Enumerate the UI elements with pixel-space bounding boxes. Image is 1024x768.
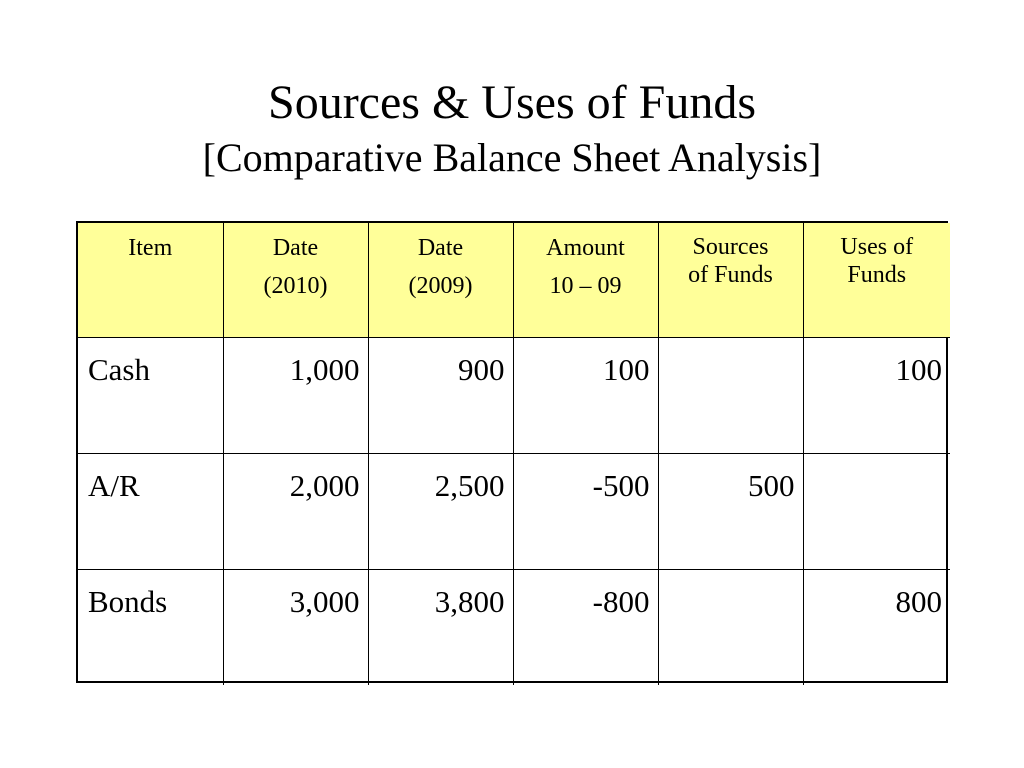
cell-item: Cash: [78, 337, 223, 453]
slide-title-block: [0, 74, 1024, 184]
slide-subtitle: [Comparative Balance Sheet Analysis]: [202, 135, 822, 180]
header-uses-line1: Uses of: [840, 234, 914, 260]
header-sources: [658, 223, 803, 337]
cell-amount: 100: [513, 337, 658, 453]
cell-uses: 100: [803, 337, 950, 453]
header-uses-line2: Funds: [847, 262, 907, 288]
balance-sheet-table: [78, 223, 950, 685]
slide-title: Sources & Uses of Funds: [268, 76, 756, 129]
cell-amount: -500: [513, 453, 658, 569]
cell-date-2010: 2,000: [223, 453, 368, 569]
cell-date-2009: 3,800: [368, 569, 513, 685]
cell-date-2010: 1,000: [223, 337, 368, 453]
table-row: [78, 337, 950, 453]
sources-uses-table: [76, 221, 948, 683]
cell-date-2009: 900: [368, 337, 513, 453]
cell-sources: [658, 569, 803, 685]
header-date-2009-line2: (2009): [408, 273, 473, 299]
cell-sources: 500: [658, 453, 803, 569]
header-date-2010-line2: (2010): [263, 273, 328, 299]
table-header: [78, 223, 950, 337]
header-amount-line1: Amount: [546, 235, 625, 261]
cell-item: Bonds: [78, 569, 223, 685]
header-date-2009-line1: Date: [417, 235, 464, 261]
table-body: [78, 337, 950, 685]
header-sources-line1: Sources: [692, 234, 769, 260]
header-amount: [513, 223, 658, 337]
cell-amount: -800: [513, 569, 658, 685]
header-date-2009: [368, 223, 513, 337]
header-sources-line2: of Funds: [688, 262, 773, 288]
table-row: [78, 453, 950, 569]
cell-uses: [803, 453, 950, 569]
cell-item: A/R: [78, 453, 223, 569]
header-amount-line2: 10 – 09: [549, 273, 622, 299]
cell-sources: [658, 337, 803, 453]
header-date-2010-line1: Date: [272, 235, 319, 261]
header-uses: [803, 223, 950, 337]
header-date-2010: [223, 223, 368, 337]
header-item-line1: Item: [128, 235, 173, 261]
header-item: [78, 223, 223, 337]
cell-date-2010: 3,000: [223, 569, 368, 685]
cell-uses: 800: [803, 569, 950, 685]
header-row: [78, 223, 950, 337]
table-row: [78, 569, 950, 685]
cell-date-2009: 2,500: [368, 453, 513, 569]
